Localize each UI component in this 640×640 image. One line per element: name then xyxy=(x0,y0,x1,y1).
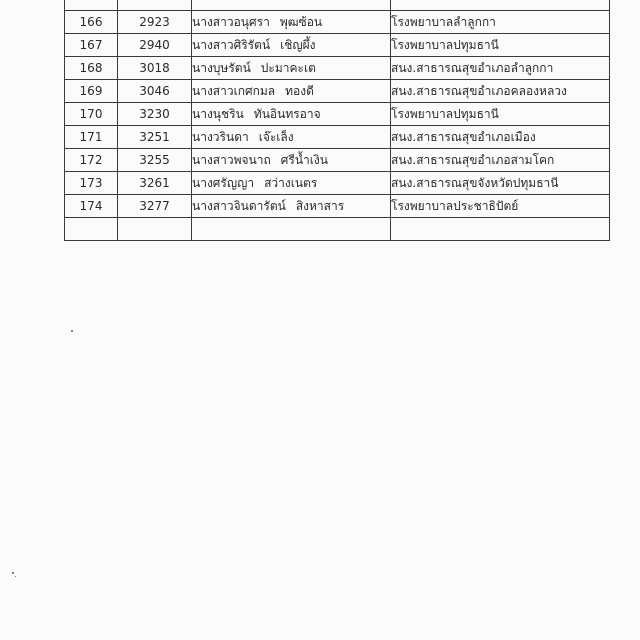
code-cell: 3261 xyxy=(118,172,192,195)
given-name: นางสาวอนุศรา xyxy=(192,14,270,29)
code-cell: 2923 xyxy=(118,11,192,34)
family-name: สว่างเนตร xyxy=(264,175,318,190)
table-row-empty xyxy=(65,218,610,241)
table-row xyxy=(65,80,610,103)
code-cell: 3277 xyxy=(118,195,192,218)
cell-empty xyxy=(65,218,118,241)
code-cell: 3251 xyxy=(118,126,192,149)
seq-cell: 173 xyxy=(65,172,118,195)
name-cell xyxy=(192,126,391,149)
family-name: ปะมาคะเต xyxy=(260,60,316,75)
code-cell: 2940 xyxy=(118,34,192,57)
given-name: นางบุษรัตน์ xyxy=(192,60,251,75)
seq-cell: 170 xyxy=(65,103,118,126)
family-name: สิงหาสาร xyxy=(295,198,345,213)
family-name: ทองดี xyxy=(285,83,314,98)
given-name: นางสาวเกศกมล xyxy=(192,83,276,98)
seq-cell: 168 xyxy=(65,57,118,80)
name-cell xyxy=(192,103,391,126)
cell-empty xyxy=(192,218,391,241)
family-name: พุฒซ้อน xyxy=(279,14,323,29)
table-row xyxy=(65,149,610,172)
table-row xyxy=(65,57,610,80)
given-name: นางสาวศิริรัตน์ xyxy=(192,37,271,52)
family-name: เจ๊ะเล็ง xyxy=(258,129,294,144)
name-cell xyxy=(192,149,391,172)
seq-cell: 171 xyxy=(65,126,118,149)
cell-empty xyxy=(391,0,610,11)
cell-empty xyxy=(391,218,610,241)
given-name: นางสาวจินดารัตน์ xyxy=(192,198,286,213)
family-name: ศรีน้ำเงิน xyxy=(280,152,328,167)
org-cell: สนง.สาธารณสุขอำเภอเมือง xyxy=(391,126,610,149)
table-row xyxy=(65,103,610,126)
table-row xyxy=(65,126,610,149)
given-name: นางสาวพจนาถ xyxy=(192,152,271,167)
seq-cell: 174 xyxy=(65,195,118,218)
org-cell: สนง.สาธารณสุขอำเภอลำลูกกา xyxy=(391,57,610,80)
org-cell: โรงพยาบาลประชาธิปัตย์ xyxy=(391,195,610,218)
seq-cell: 166 xyxy=(65,11,118,34)
code-cell: 3018 xyxy=(118,57,192,80)
name-cell xyxy=(192,34,391,57)
name-cell xyxy=(192,80,391,103)
seq-cell: 172 xyxy=(65,149,118,172)
family-name: เชิญผึ้ง xyxy=(280,37,316,52)
seq-cell: 169 xyxy=(65,80,118,103)
org-cell: โรงพยาบาลปทุมธานี xyxy=(391,103,610,126)
table-row xyxy=(65,11,610,34)
cell-empty xyxy=(118,0,192,11)
name-cell xyxy=(192,195,391,218)
code-cell: 3046 xyxy=(118,80,192,103)
cell-empty xyxy=(65,0,118,11)
seq-cell: 167 xyxy=(65,34,118,57)
table-row-partial xyxy=(65,0,610,11)
cell-empty xyxy=(118,218,192,241)
given-name: นางวรินดา xyxy=(192,129,249,144)
name-cell xyxy=(192,57,391,80)
roster-table xyxy=(64,0,610,241)
org-cell: สนง.สาธารณสุขอำเภอคลองหลวง xyxy=(391,80,610,103)
code-cell: 3255 xyxy=(118,149,192,172)
scan-speck xyxy=(12,572,14,574)
table-row xyxy=(65,172,610,195)
org-cell: สนง.สาธารณสุขอำเภอสามโคก xyxy=(391,149,610,172)
cell-empty xyxy=(192,0,391,11)
name-cell xyxy=(192,11,391,34)
org-cell: โรงพยาบาลปทุมธานี xyxy=(391,34,610,57)
scan-speck xyxy=(15,576,16,577)
scan-speck xyxy=(71,330,73,332)
org-cell: โรงพยาบาลลำลูกกา xyxy=(391,11,610,34)
org-cell: สนง.สาธารณสุขจังหวัดปทุมธานี xyxy=(391,172,610,195)
table-row xyxy=(65,195,610,218)
given-name: นางศรัญญา xyxy=(192,175,255,190)
family-name: ทันอินทรอาจ xyxy=(253,106,321,121)
name-cell xyxy=(192,172,391,195)
roster-body xyxy=(65,0,610,241)
table-row xyxy=(65,34,610,57)
code-cell: 3230 xyxy=(118,103,192,126)
given-name: นางนุชริน xyxy=(192,106,244,121)
